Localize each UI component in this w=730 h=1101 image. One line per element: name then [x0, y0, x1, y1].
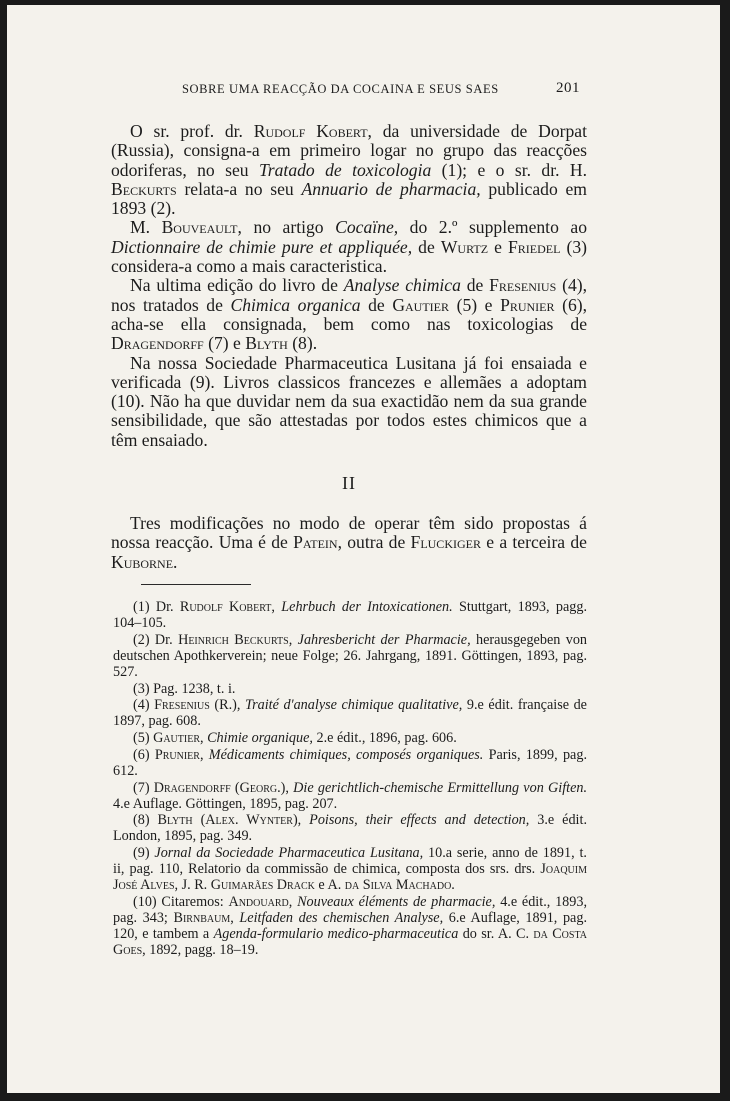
- text-run: ,: [285, 779, 294, 796]
- page-number: 201: [556, 80, 580, 96]
- book-title: Analyse chimica: [343, 275, 461, 296]
- author-name: Birnbaum: [173, 910, 231, 927]
- journal-title: Jornal da Sociedade Pharmaceutica Lusitana,: [154, 845, 424, 862]
- text-run: (7) e: [203, 333, 246, 354]
- text-run: ,: [230, 910, 240, 927]
- book-title: Leitfaden des chemischen Analyse,: [239, 910, 444, 927]
- author-name: Friedel: [507, 236, 561, 257]
- text-run: ,: [297, 812, 310, 829]
- book-title: Jahresbericht der Pharmacie,: [297, 631, 471, 648]
- section-heading: II: [342, 473, 356, 493]
- text-run: (2) Dr.: [133, 631, 179, 648]
- text-run: , no artigo: [237, 217, 336, 238]
- text-run: Paris, 1899, pag. 612.: [113, 746, 587, 779]
- book-title: Médicaments chimiques, composés organiques.: [208, 746, 484, 763]
- text-run: , da universidade de Dorpat (Russia), consigna-a em primeiro logar no grupo das reacções odoriferas, no seu: [111, 121, 587, 180]
- text-run: publicado em 1893 (2).: [111, 178, 587, 219]
- footnote-4: [113, 697, 587, 729]
- text-run: (1); e o sr. dr. H.: [431, 159, 587, 180]
- footnote-6: [113, 747, 587, 779]
- text-run: (4): [133, 697, 155, 714]
- footnote-1: [113, 599, 587, 631]
- text-run: 4.e Auflage. Göttingen, 1895, pag. 207.: [113, 795, 338, 812]
- text-run: e a terceira de: [480, 532, 587, 553]
- text-run: de: [360, 294, 393, 315]
- text-run: (9): [133, 845, 155, 862]
- author-name: Wurtz: [440, 236, 489, 257]
- text-run: (10) Citaremos:: [133, 894, 229, 911]
- paragraph-2: [111, 218, 587, 276]
- author-name: Andouard: [228, 894, 289, 911]
- footnote-5: [113, 730, 587, 746]
- footnote-2: [113, 632, 587, 680]
- author-name: Dragendorff: [111, 333, 204, 354]
- book-page: [7, 5, 720, 1093]
- author-name: Bouveault: [161, 217, 238, 238]
- text-run: (5): [133, 730, 154, 747]
- book-title: Chimica organica: [230, 294, 361, 315]
- text-run: , 1892, pagg. 18–19.: [142, 942, 259, 959]
- author-name: Joaquim José Alves: [113, 861, 587, 894]
- text-run: M.: [130, 217, 162, 238]
- text-run: .: [173, 551, 178, 572]
- text-run: (1) Dr.: [133, 599, 180, 615]
- footnote-3: (3) Pag. 1238, t. i.: [133, 680, 236, 697]
- author-name: Fresenius: [489, 275, 557, 296]
- text-run: .: [451, 877, 455, 894]
- text-run: ,: [271, 599, 282, 615]
- book-title: Traité d'analyse chimique qualitative,: [244, 697, 463, 714]
- text-run: relata-a no seu: [176, 178, 302, 199]
- author-name: Rudolf Kobert: [253, 121, 368, 141]
- author-name: Rudolf Kobert: [179, 599, 272, 615]
- footnote-divider: [141, 584, 251, 585]
- book-title: Chimie organique,: [207, 730, 313, 747]
- paragraph-3: [111, 276, 587, 353]
- text-run: Stuttgart, 1893, pagg. 104–105.: [113, 599, 587, 632]
- book-title: Die gerichtlich-chemische Ermittellung von Giften.: [293, 779, 588, 796]
- author-name: Gautier: [392, 294, 450, 315]
- text-run: do sr. A. C.: [458, 926, 534, 943]
- text-run: ,: [288, 894, 298, 911]
- author-name: Prunier: [500, 294, 555, 315]
- text-run: , J. R.: [174, 877, 211, 894]
- article-title: Cocaïne,: [335, 217, 399, 238]
- text-run: 2.e édit., 1896, pag. 606.: [312, 730, 457, 747]
- author-name: Beckurts: [111, 178, 177, 199]
- book-title: Poisons, their effects and detection,: [309, 812, 530, 829]
- footnotes: [113, 599, 587, 959]
- book-title: Dictionnaire de chimie pure et appliquée,: [111, 236, 413, 257]
- text-run: 6.e Auflage, 1891, pag. 120, e tambem a: [113, 910, 587, 943]
- text-run: O sr. prof. dr.: [130, 121, 254, 141]
- author-name: Blyth (Alex. Wynter): [157, 812, 298, 829]
- author-name: Blyth: [245, 333, 288, 354]
- text-run: de: [412, 236, 441, 257]
- text-run: (4), nos tratados de: [111, 275, 587, 315]
- author-name: Guimarães Drack: [210, 877, 315, 894]
- section-paragraph: [111, 514, 587, 572]
- text-run: (5) e: [449, 294, 501, 315]
- book-title: Nouveaux éléments de pharmacie,: [297, 894, 496, 911]
- author-name: Heinrich Beckurts: [178, 631, 289, 648]
- footnote-8: [113, 812, 587, 844]
- text-run: (3) considera-a como a mais caracteristica.: [111, 236, 587, 277]
- text-run: (6), acha-se ella consignada, bem como nas toxicologias de: [111, 294, 588, 334]
- author-name: Prunier: [154, 746, 200, 763]
- text-run: herausgegeben von deutschen Apothkerverein; neue Folge; 26. Jahrgang, 1891. Göttingen, 1893, pag. 527.: [113, 631, 588, 680]
- text-run: (6): [133, 746, 155, 763]
- text-run: (8): [133, 812, 158, 829]
- paragraph-1: [111, 122, 587, 218]
- author-name: Kuborne: [111, 551, 174, 572]
- text-run: (R.),: [209, 697, 245, 714]
- book-title: Annuario de pharmacia,: [301, 178, 481, 199]
- author-name: Fluckiger: [410, 532, 481, 553]
- text-run: de: [460, 275, 490, 296]
- book-title: Agenda-formulario medico-pharmaceutica: [213, 926, 459, 943]
- author-name: Gautier: [153, 730, 200, 747]
- text-run: ,: [199, 746, 209, 763]
- text-run: do 2.º supplemento ao: [398, 217, 587, 238]
- text-run: , outra de: [337, 532, 411, 553]
- text-run: e A.: [314, 877, 345, 894]
- text-run: Tres modificações no modo de operar têm sido propostas á nossa reacção. Uma é de: [111, 513, 587, 553]
- text-run: ,: [288, 631, 298, 648]
- section-body: [111, 514, 587, 572]
- text-run: (7): [133, 779, 154, 796]
- text-run: e: [488, 236, 508, 257]
- book-title: Tratado de toxicologia: [258, 159, 432, 180]
- footnote-7: [113, 780, 587, 812]
- book-title: Lehrbuch der Intoxicationen.: [281, 599, 453, 615]
- text-run: (8).: [287, 333, 318, 354]
- text-run: 9.e édit. française de 1897, pag. 608.: [113, 697, 587, 730]
- author-name: da Silva Machado: [344, 877, 452, 894]
- text-run: ,: [200, 730, 208, 747]
- text-run: 3.e édit. London, 1895, pag. 349.: [113, 812, 587, 845]
- paragraph-4: Na nossa Sociedade Pharmaceutica Lusitana já foi ensaiada e verificada (9). Livros classicos francezes e allemães a adoptam (10). Não ha que duvidar nem da sua exactidão nem da sua grande sensibilidade, que são attestadas por todos estes chimicos que a têm ensaiado.: [111, 352, 587, 450]
- author-name: Fresenius: [154, 697, 210, 714]
- text-run: 10.a serie, anno de 1891, t. ii, pag. 110, Relatorio da commissão de chimica, composta dos srs. drs.: [113, 845, 587, 878]
- footnote-9: [113, 845, 587, 893]
- author-name: da Costa Goes: [113, 926, 587, 959]
- text-run: 4.e édit., 1893, pag. 343;: [113, 894, 587, 927]
- author-name: Dragendorff (Georg.): [153, 779, 286, 796]
- footnote-10: [113, 894, 587, 958]
- text-run: Na ultima edição do livro de: [130, 275, 344, 296]
- body-text: [111, 122, 587, 450]
- running-title: SOBRE UMA REACÇÃO DA COCAINA E SEUS SAES: [182, 82, 499, 96]
- author-name: Patein: [293, 532, 338, 553]
